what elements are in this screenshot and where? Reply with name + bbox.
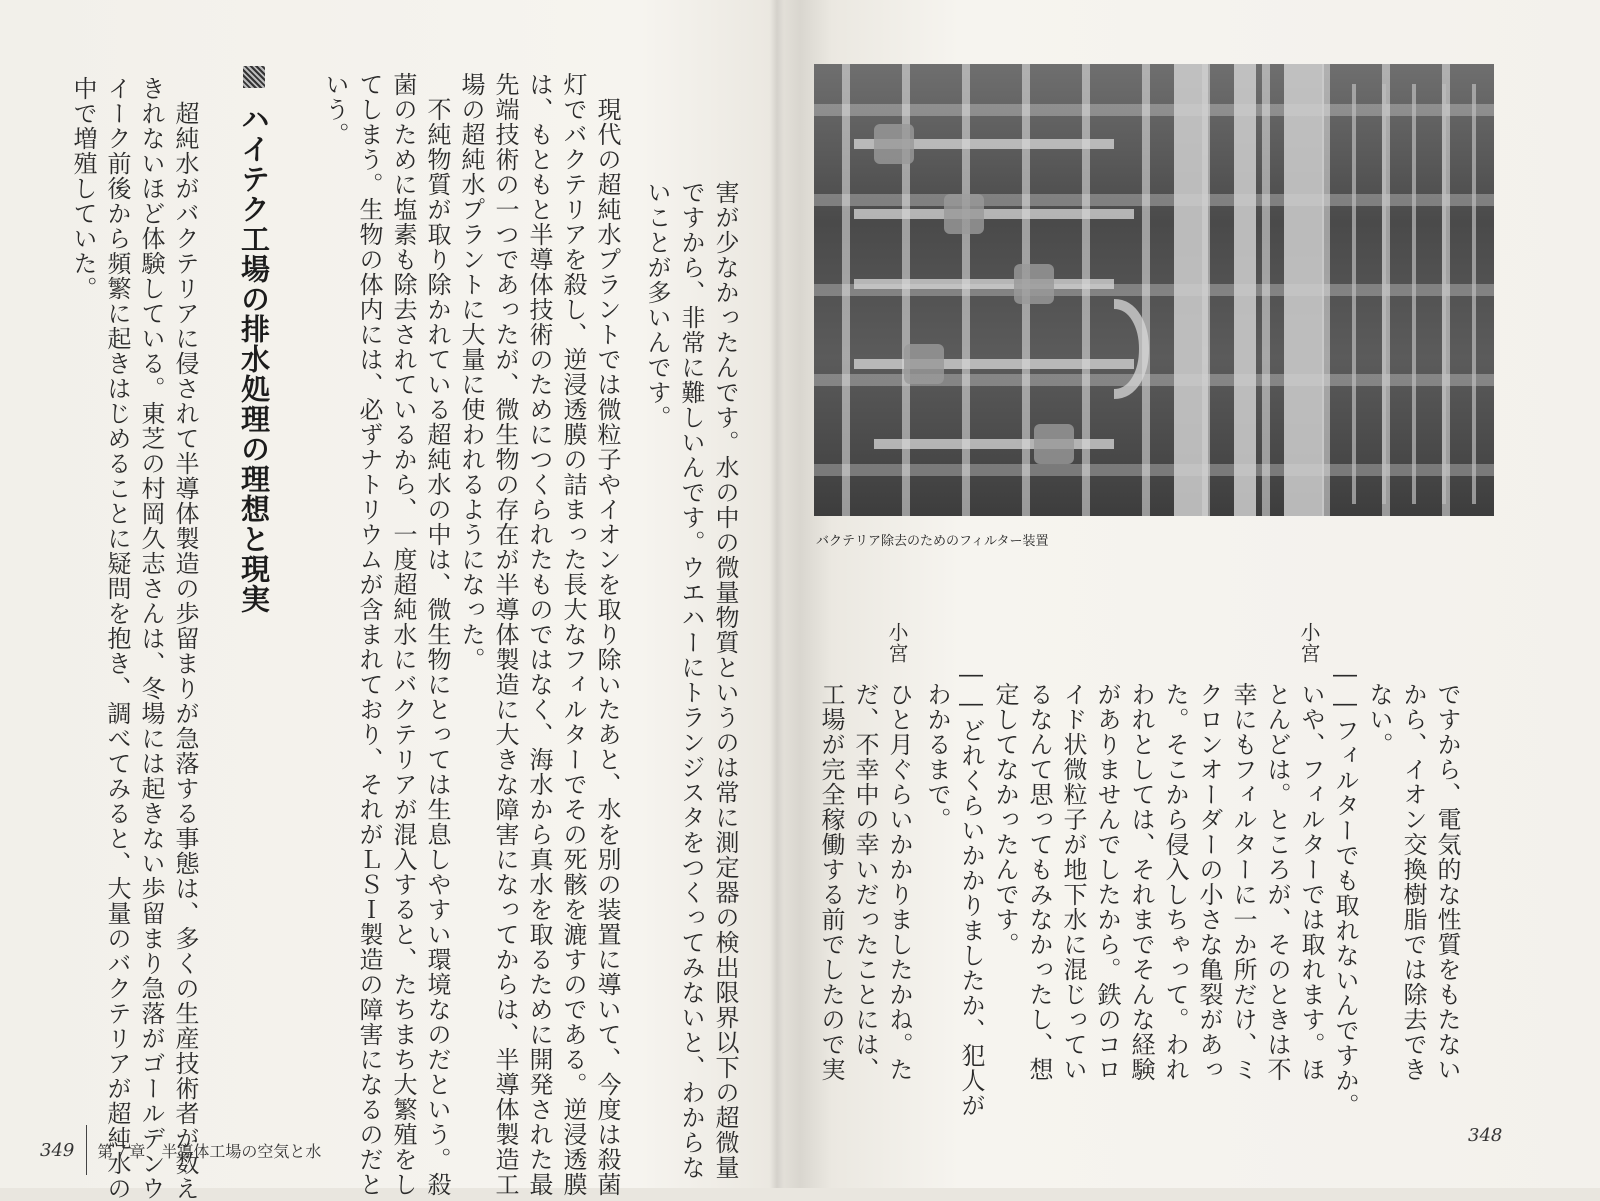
text-column: 工場が完全稼働する前でしたので実: [817, 682, 845, 1082]
text-column: た。そこから侵入しちゃって。われ: [1161, 682, 1189, 1082]
photo-caption: バクテリア除去のためのフィルター装置: [816, 534, 1049, 549]
text-column: イーク前後から頻繁に起きはじめることに疑問を抱き、調べてみると、大量のバクテリアが超純水の: [103, 76, 131, 1201]
text-column: は、もともと半導体技術のためにつくられたものではなく、海水から真水を取るために開発された最: [525, 72, 553, 1197]
text-column: ない。: [1365, 682, 1393, 757]
text-column: とんどは。ところが、そのときは不: [1263, 682, 1291, 1082]
left-footer: [40, 1125, 321, 1175]
text-column: 幸にもフィルターに一か所だけ、ミ: [1229, 682, 1257, 1082]
text-column: てしまう。生物の体内には、必ずナトリウムが含まれており、それがＬＳＩ製造の障害になるのだと: [355, 72, 383, 1197]
photo-illustration: [814, 64, 1494, 516]
text-column: から、イオン交換樹脂では除去でき: [1399, 682, 1427, 1082]
heading-square-icon: [243, 66, 265, 88]
text-column: ――どれくらいかかりましたか、犯人が: [957, 660, 985, 1118]
text-column: ですから、非常に難しいんです。ウエハーにトランジスタをつくってみないと、わからな: [677, 180, 705, 1180]
text-column: 現代の超純水プラントでは微粒子やイオンを取り除いたあと、水を別の装置に導いて、今度は殺菌: [593, 72, 621, 1197]
text-column: ――フィルターでも取れないんですか。: [1331, 660, 1359, 1118]
section-heading: ハイテク工場の排水処理の理想と現実: [234, 66, 275, 614]
text-column: ですから、電気的な性質をもたない: [1433, 682, 1461, 1082]
text-column: イド状微粒子が地下水に混じってい: [1059, 682, 1087, 1082]
text-column: 先端技術の一つであったが、微生物の存在が半導体製造に大きな障害になってからは、半導体製造工: [491, 72, 519, 1197]
text-column: 不純物質が取り除かれている超純水の中は、微生物にとっては生息しやすい環境なのだという。殺: [423, 72, 451, 1197]
text-column: 害が少なかったんです。水の中の微量物質というのは常に測定器の検出限界以下の超微量: [711, 180, 739, 1180]
text-column: いう。: [321, 72, 349, 147]
page-gutter: [770, 0, 784, 1188]
text-column: 定してなかったんです。: [991, 682, 1019, 957]
speaker-label: 小宮: [1297, 622, 1321, 664]
footer-divider: [86, 1125, 87, 1175]
text-column: 灯でバクテリアを殺し、逆浸透膜の詰まった長大なフィルターでその死骸を漉すのである。逆浸透膜: [559, 72, 587, 1197]
text-column: きれないほど体験している。東芝の村岡久志さんは、冬場には起きない歩留まり急落がゴールデンウ: [137, 76, 165, 1201]
text-column: いことが多いんです。: [643, 180, 671, 430]
text-column: クロンオーダーの小さな亀裂があっ: [1195, 682, 1223, 1082]
text-column: がありませんでしたから。鉄のコロ: [1093, 682, 1121, 1082]
text-column: だ、不幸中の幸いだったことには、: [851, 682, 879, 1082]
text-column: いや、フィルターでは取れます。ほ: [1297, 682, 1325, 1082]
text-column: 中で増殖していた。: [69, 76, 97, 301]
page-number-left: 349: [40, 1139, 75, 1161]
text-column: 超純水がバクテリアに侵されて半導体製造の歩留まりが急落する事態は、多くの生産技術者が数え: [171, 76, 199, 1201]
text-column: わかるまで。: [923, 682, 951, 832]
running-title: 第７章 半導体工場の空気と水: [97, 1141, 322, 1161]
text-column: ひと月ぐらいかかりましたかね。た: [885, 682, 913, 1082]
text-column: るなんて思ってもみなかったし、想: [1025, 682, 1053, 1082]
speaker-label: 小宮: [885, 622, 909, 664]
text-column: 場の超純水プラントに大量に使われるようになった。: [457, 72, 485, 672]
page-number-right: 348: [1468, 1125, 1503, 1146]
filter-equipment-photo: [814, 64, 1494, 516]
text-column: 菌のために塩素も除去されているから、一度超純水にバクテリアが混入すると、たちまち大繁殖をし: [389, 72, 417, 1197]
text-column: われとしては、それまでそんな経験: [1127, 682, 1155, 1082]
